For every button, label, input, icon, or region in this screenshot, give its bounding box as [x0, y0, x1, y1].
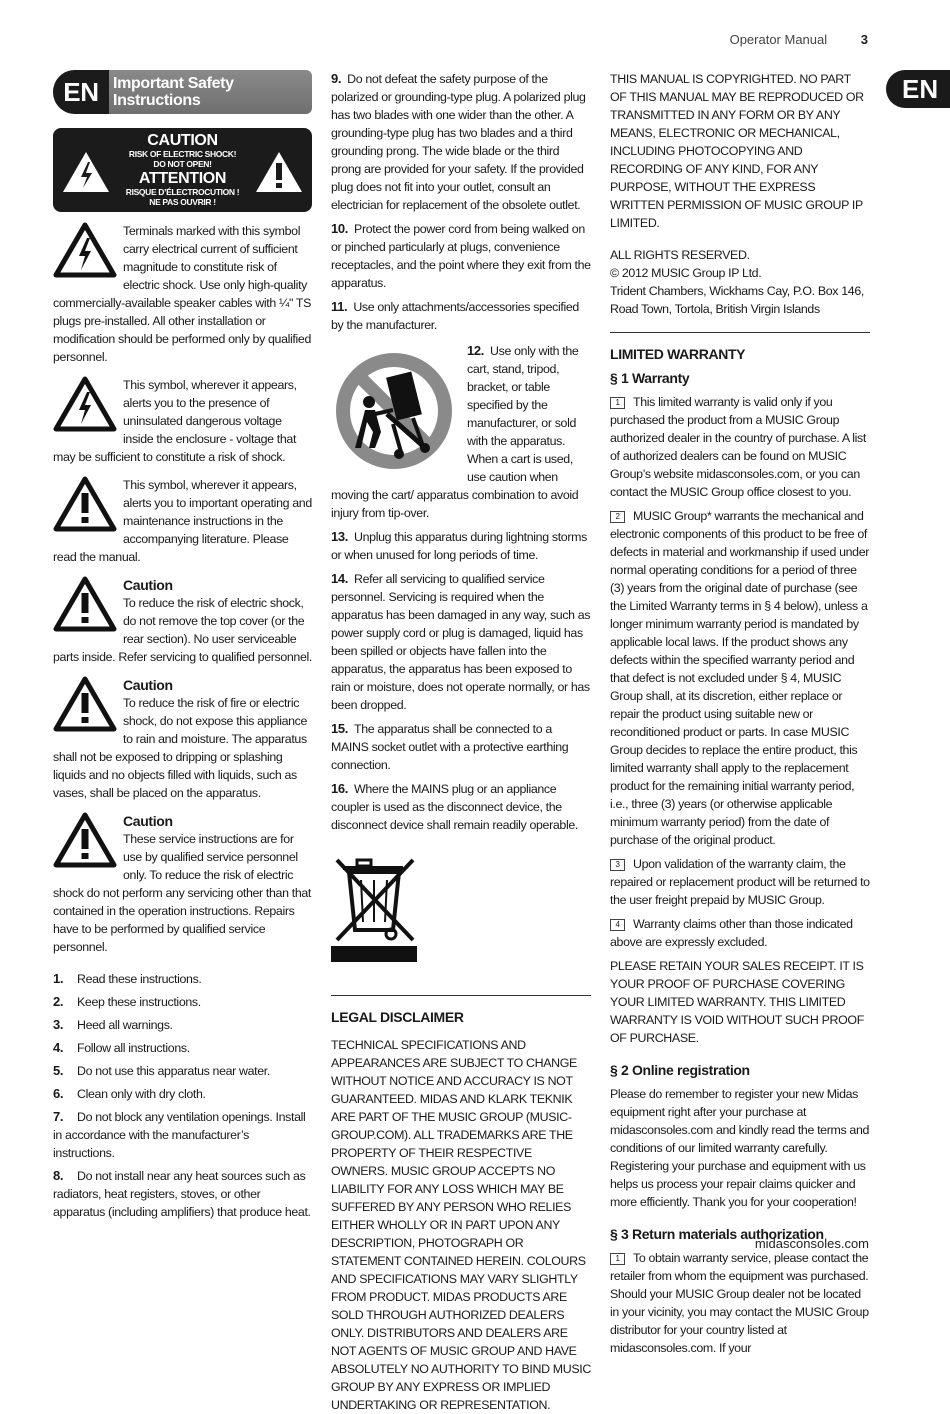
caution-1-heading: Caution [123, 577, 173, 593]
warranty-clause [610, 915, 870, 951]
list-item [53, 1085, 312, 1103]
item-number: 8. [53, 1168, 64, 1183]
list-item [331, 570, 591, 714]
column-2 [331, 70, 591, 1414]
item-number: 13. [331, 529, 349, 544]
caution-block-2 [53, 676, 312, 802]
column-1 [53, 70, 312, 1226]
symbol-block-terminals [53, 222, 312, 366]
item-number: 9. [331, 71, 342, 86]
clause-text: MUSIC Group* warrants the mechanical and electronic components of this product to be free of defects in material and workmanship if used under normal operating conditions for a period of three (3) years from the original date of purchase (see the Limited Warranty terms in § 4 below), unless a longer minimum warranty period is mandated by applicable local laws. If the product shows any defects within the specified warranty period and that defect is not excluded under § 4, MUSIC Group shall, at its discretion, either replace or repair the product using suitable new or reconditioned product or parts. In case MUSIC Group decides to replace the entire product, this limited warranty shall apply to the replacement product for the remaining initial warranty period, i.e., three (3) years (or otherwise applicable minimum warranty period) from the date of purchase of the original product. [610, 509, 870, 847]
language-badge: EN [53, 70, 109, 114]
list-item [53, 993, 312, 1011]
return-authorization-clause [610, 1249, 870, 1357]
list-item [53, 970, 312, 988]
clause-text: To obtain warranty service, please contact the retailer from whom the equipment was purchased. Should your MUSIC Group dealer not be located in your vicinity, you may contact the MUSIC Group distributor for your country listed at midasconsoles.com. If your [610, 1251, 869, 1355]
item-text: Refer all servicing to qualified service personnel. Servicing is required when the apparatus has been damaged in any way, such as power supply cord or plug is damaged, liquid has been spilled or objects have fallen into the apparatus, the apparatus has been exposed to rain or moisture, does not operate normally, or has been dropped. [331, 572, 591, 712]
clause-text: Upon validation of the warranty claim, the repaired or replacement product will be returned to the user freight prepaid by MUSIC Group. [610, 857, 870, 907]
list-item [53, 1039, 312, 1057]
rights-reserved: ALL RIGHTS RESERVED. [610, 248, 750, 262]
address-line-2: Road Town, Tortola, British Virgin Islands [610, 302, 820, 316]
lightning-triangle-icon [53, 222, 117, 278]
manual-title: Operator Manual [729, 32, 828, 47]
item-text: Do not install near any heat sources such as radiators, heat registers, stoves, or other apparatus (including amplifiers) that produce heat. [53, 1169, 311, 1219]
item-text: Keep these instructions. [77, 995, 201, 1009]
list-item [331, 528, 591, 564]
clause-text: This limited warranty is valid only if you purchased the product from a MUSIC Group authorized dealer in the country of purchase. A list of authorized dealers can be found on MUSIC Group’s website midasconsoles.com, or you can contact the MUSIC Group office closest to you. [610, 395, 866, 499]
item-text: Do not block any ventilation openings. Install in accordance with the manufacturer’s instructions. [53, 1110, 306, 1160]
language-tab: EN [886, 70, 950, 108]
warranty-clause [610, 507, 870, 849]
caution-heading: CAUTION [147, 132, 218, 149]
copyright-notice: THIS MANUAL IS COPYRIGHTED. NO PART OF THIS MANUAL MAY BE REPRODUCED OR TRANSMITTED IN ANY FORM OR BY ANY MEANS, ELECTRONIC OR MECHANICAL, INCLUDING PHOTOCOPYING AND RECORDING OF ANY KIND, FOR ANY PURPOSE, WITHOUT THE EXPRESS WRITTEN PERMISSION OF MUSIC GROUP IP LIMITED. [610, 72, 864, 230]
item-number: 10. [331, 221, 349, 236]
caution-3-text: These service instructions are for use by qualified service personnel only. To reduce the risk of electric shock do not perform any servicing other than that contained in the operation instructions. Repairs have to be performed by qualified service personnel. [53, 832, 311, 954]
item-number: 15. [331, 721, 349, 736]
item-number: 12. [467, 343, 485, 358]
item-text: Use only attachments/accessories specified by the manufacturer. [331, 300, 579, 332]
item-number: 14. [331, 571, 349, 586]
retain-receipt-notice: PLEASE RETAIN YOUR SALES RECEIPT. IT IS YOUR PROOF OF PURCHASE COVERING YOUR LIMITED WARRANTY. THIS LIMITED WARRANTY IS VOID WITHOUT SUCH PROOF OF PURCHASE. [610, 959, 864, 1045]
lightning-triangle-icon [53, 376, 117, 432]
caution-sub-2: DO NOT OPEN! [153, 159, 212, 169]
voltage-text: This symbol, wherever it appears, alerts you to the presence of uninsulated dangerous voltage inside the enclosure - voltage that may be sufficient to constitute a risk of shock. [53, 378, 297, 464]
list-item [53, 1167, 312, 1221]
list-item [53, 1016, 312, 1034]
list-item [331, 780, 591, 834]
divider [331, 995, 591, 996]
item-number: 6. [53, 1086, 64, 1101]
instruction-list-1 [53, 970, 312, 1221]
item-text: Read these instructions. [77, 972, 202, 986]
symbol-block-voltage [53, 376, 312, 466]
terminals-text: Terminals marked with this symbol carry electrical current of sufficient magnitude to constitute risk of electric shock. Use only high-quality commercially-available speaker cables with ¼" TS plugs pre-installed. All other installation or modification should be performed only by qualified personnel. [53, 224, 312, 364]
clause-number: 3 [610, 859, 625, 871]
item-text: Heed all warnings. [77, 1018, 173, 1032]
return-authorization-heading: § 3 Return materials authorization [610, 1226, 824, 1242]
address-line-1: Trident Chambers, Wickhams Cay, P.O. Box 146, [610, 284, 864, 298]
column-3 [610, 70, 870, 1363]
online-registration-text: Please do remember to register your new Midas equipment right after your purchase at midasconsoles.com and kindly read the terms and conditions of our limited warranty carefully. Registering your purchase and equipment with us helps us process your repair claims quicker and more efficiently. Thank you for your cooperation! [610, 1087, 870, 1209]
caution-block-1 [53, 576, 312, 666]
caution-block-3 [53, 812, 312, 956]
item-number: 11. [331, 299, 348, 314]
attention-sub-2: NE PAS OUVRIR ! [149, 197, 216, 207]
exclamation-triangle-icon [53, 576, 117, 632]
item-text: Do not use this apparatus near water. [77, 1064, 270, 1078]
caution-subtext [53, 149, 312, 169]
section-title-bar [53, 70, 312, 114]
item-number: 7. [53, 1109, 64, 1124]
list-item [331, 298, 591, 334]
exclamation-triangle-icon [53, 476, 117, 532]
section-title: Important Safety Instructions [113, 75, 234, 109]
item-number: 2. [53, 994, 64, 1009]
item-number: 5. [53, 1063, 64, 1078]
caution-3-heading: Caution [123, 813, 173, 829]
clause-number: 1 [610, 1253, 625, 1265]
footer-website: midasconsoles.com [754, 1236, 869, 1251]
list-item [331, 70, 591, 214]
cart-warning-block [331, 342, 591, 522]
clause-number: 2 [610, 511, 625, 523]
exclamation-triangle-icon [53, 812, 117, 868]
caution-2-heading: Caution [123, 677, 173, 693]
caution-sub-1: RISK OF ELECTRIC SHOCK! [128, 149, 237, 159]
item-text: Clean only with dry cloth. [77, 1087, 206, 1101]
instructions-text: This symbol, wherever it appears, alerts you to important operating and maintenance instructions in the accompanying literature. Please read the manual. [53, 478, 312, 564]
list-item [331, 220, 591, 292]
online-registration-heading: § 2 Online registration [610, 1062, 750, 1078]
item-text: Do not defeat the safety purpose of the polarized or grounding-type plug. A polarized plug has two blades with one wider than the other. A grounding-type plug has two blades and a third grounding prong. The wide blade or the third prong are provided for your safety. If the provided plug does not fit into your outlet, consult an electrician for replacement of the obsolete outlet. [331, 72, 586, 212]
cart-warning-text: Use only with the cart, stand, tripod, bracket, or table specified by the manufacturer, or sold with the apparatus. When a cart is used, use caution when moving the cart/ apparatus combination to avoid injury from tip-over. [331, 344, 579, 520]
caution-label-box [53, 128, 312, 212]
copyright-line: © 2012 MUSIC Group IP Ltd. [610, 266, 762, 280]
item-text: Follow all instructions. [77, 1041, 190, 1055]
attention-sub-1: RISQUE D’ÉLECTROCUTION ! [125, 187, 240, 197]
item-number: 16. [331, 781, 349, 796]
warranty-clause [610, 393, 870, 501]
clause-number: 4 [610, 919, 625, 931]
item-text: Where the MAINS plug or an appliance coupler is used as the disconnect device, the disconnect device shall remain readily operable. [331, 782, 578, 832]
item-number: 1. [53, 971, 64, 986]
caution-1-text: To reduce the risk of electric shock, do not remove the top cover (or the rear section). No user serviceable parts inside. Refer servicing to qualified personnel. [53, 596, 313, 664]
attention-heading: ATTENTION [138, 170, 227, 187]
list-item [53, 1062, 312, 1080]
item-number: 4. [53, 1040, 64, 1055]
clause-number: 1 [610, 397, 625, 409]
symbol-block-instructions [53, 476, 312, 566]
item-text: Unplug this apparatus during lightning storms or when unused for long periods of time. [331, 530, 587, 562]
attention-subtext [53, 187, 312, 207]
divider [610, 332, 870, 333]
caution-2-text: To reduce the risk of fire or electric shock, do not expose this appliance to rain and moisture. The apparatus shall not be exposed to dripping or splashing liquids and no objects filled with liquids, such as vases, shall be placed on the apparatus. [53, 696, 308, 800]
weee-crossed-bin-icon [331, 854, 419, 962]
legal-disclaimer-text: TECHNICAL SPECIFICATIONS AND APPEARANCES ARE SUBJECT TO CHANGE WITHOUT NOTICE AND ACCURACY IS NOT GUARANTEED. MIDAS AND KLARK TEKNIK ARE PART OF THE MUSIC GROUP (MUSIC-GROUP.COM). ALL TRADEMARKS ARE THE PROPERTY OF THEIR RESPECTIVE OWNERS. MUSIC GROUP ACCEPTS NO LIABILITY FOR ANY LOSS WHICH MAY BE SUFFERED BY ANY PERSON WHO RELIES EITHER WHOLLY OR IN PART UPON ANY DESCRIPTION, PHOTOGRAPH OR STATEMENT CONTAINED HEREIN. COLOURS AND SPECIFICATIONS MAY VARY SLIGHTLY FROM PRODUCT. MIDAS PRODUCTS ARE SOLD THROUGH AUTHORIZED DEALERS ONLY. DISTRIBUTORS AND DEALERS ARE NOT AGENTS OF MUSIC GROUP AND HAVE ABSOLUTELY NO AUTHORITY TO BIND MUSIC GROUP BY ANY EXPRESS OR IMPLIED UNDERTAKING OR REPRESENTATION. [331, 1038, 591, 1412]
list-item [331, 720, 591, 774]
page-header [730, 32, 868, 47]
legal-heading: LEGAL DISCLAIMER [331, 1009, 464, 1025]
item-number: 3. [53, 1017, 64, 1032]
item-text: Protect the power cord from being walked on or pinched particularly at plugs, convenience receptacles, and the point where they exit from the apparatus. [331, 222, 591, 290]
exclamation-triangle-icon [53, 676, 117, 732]
cart-tipover-icon [331, 348, 457, 474]
clause-text: Warranty claims other than those indicated above are expressly excluded. [610, 917, 853, 949]
page-number: 3 [860, 32, 868, 47]
warranty-section-heading: § 1 Warranty [610, 370, 690, 386]
warranty-clause [610, 855, 870, 909]
item-text: The apparatus shall be connected to a MAINS socket outlet with a protective earthing connection. [331, 722, 569, 772]
limited-warranty-heading: LIMITED WARRANTY [610, 346, 746, 362]
list-item [53, 1108, 312, 1162]
